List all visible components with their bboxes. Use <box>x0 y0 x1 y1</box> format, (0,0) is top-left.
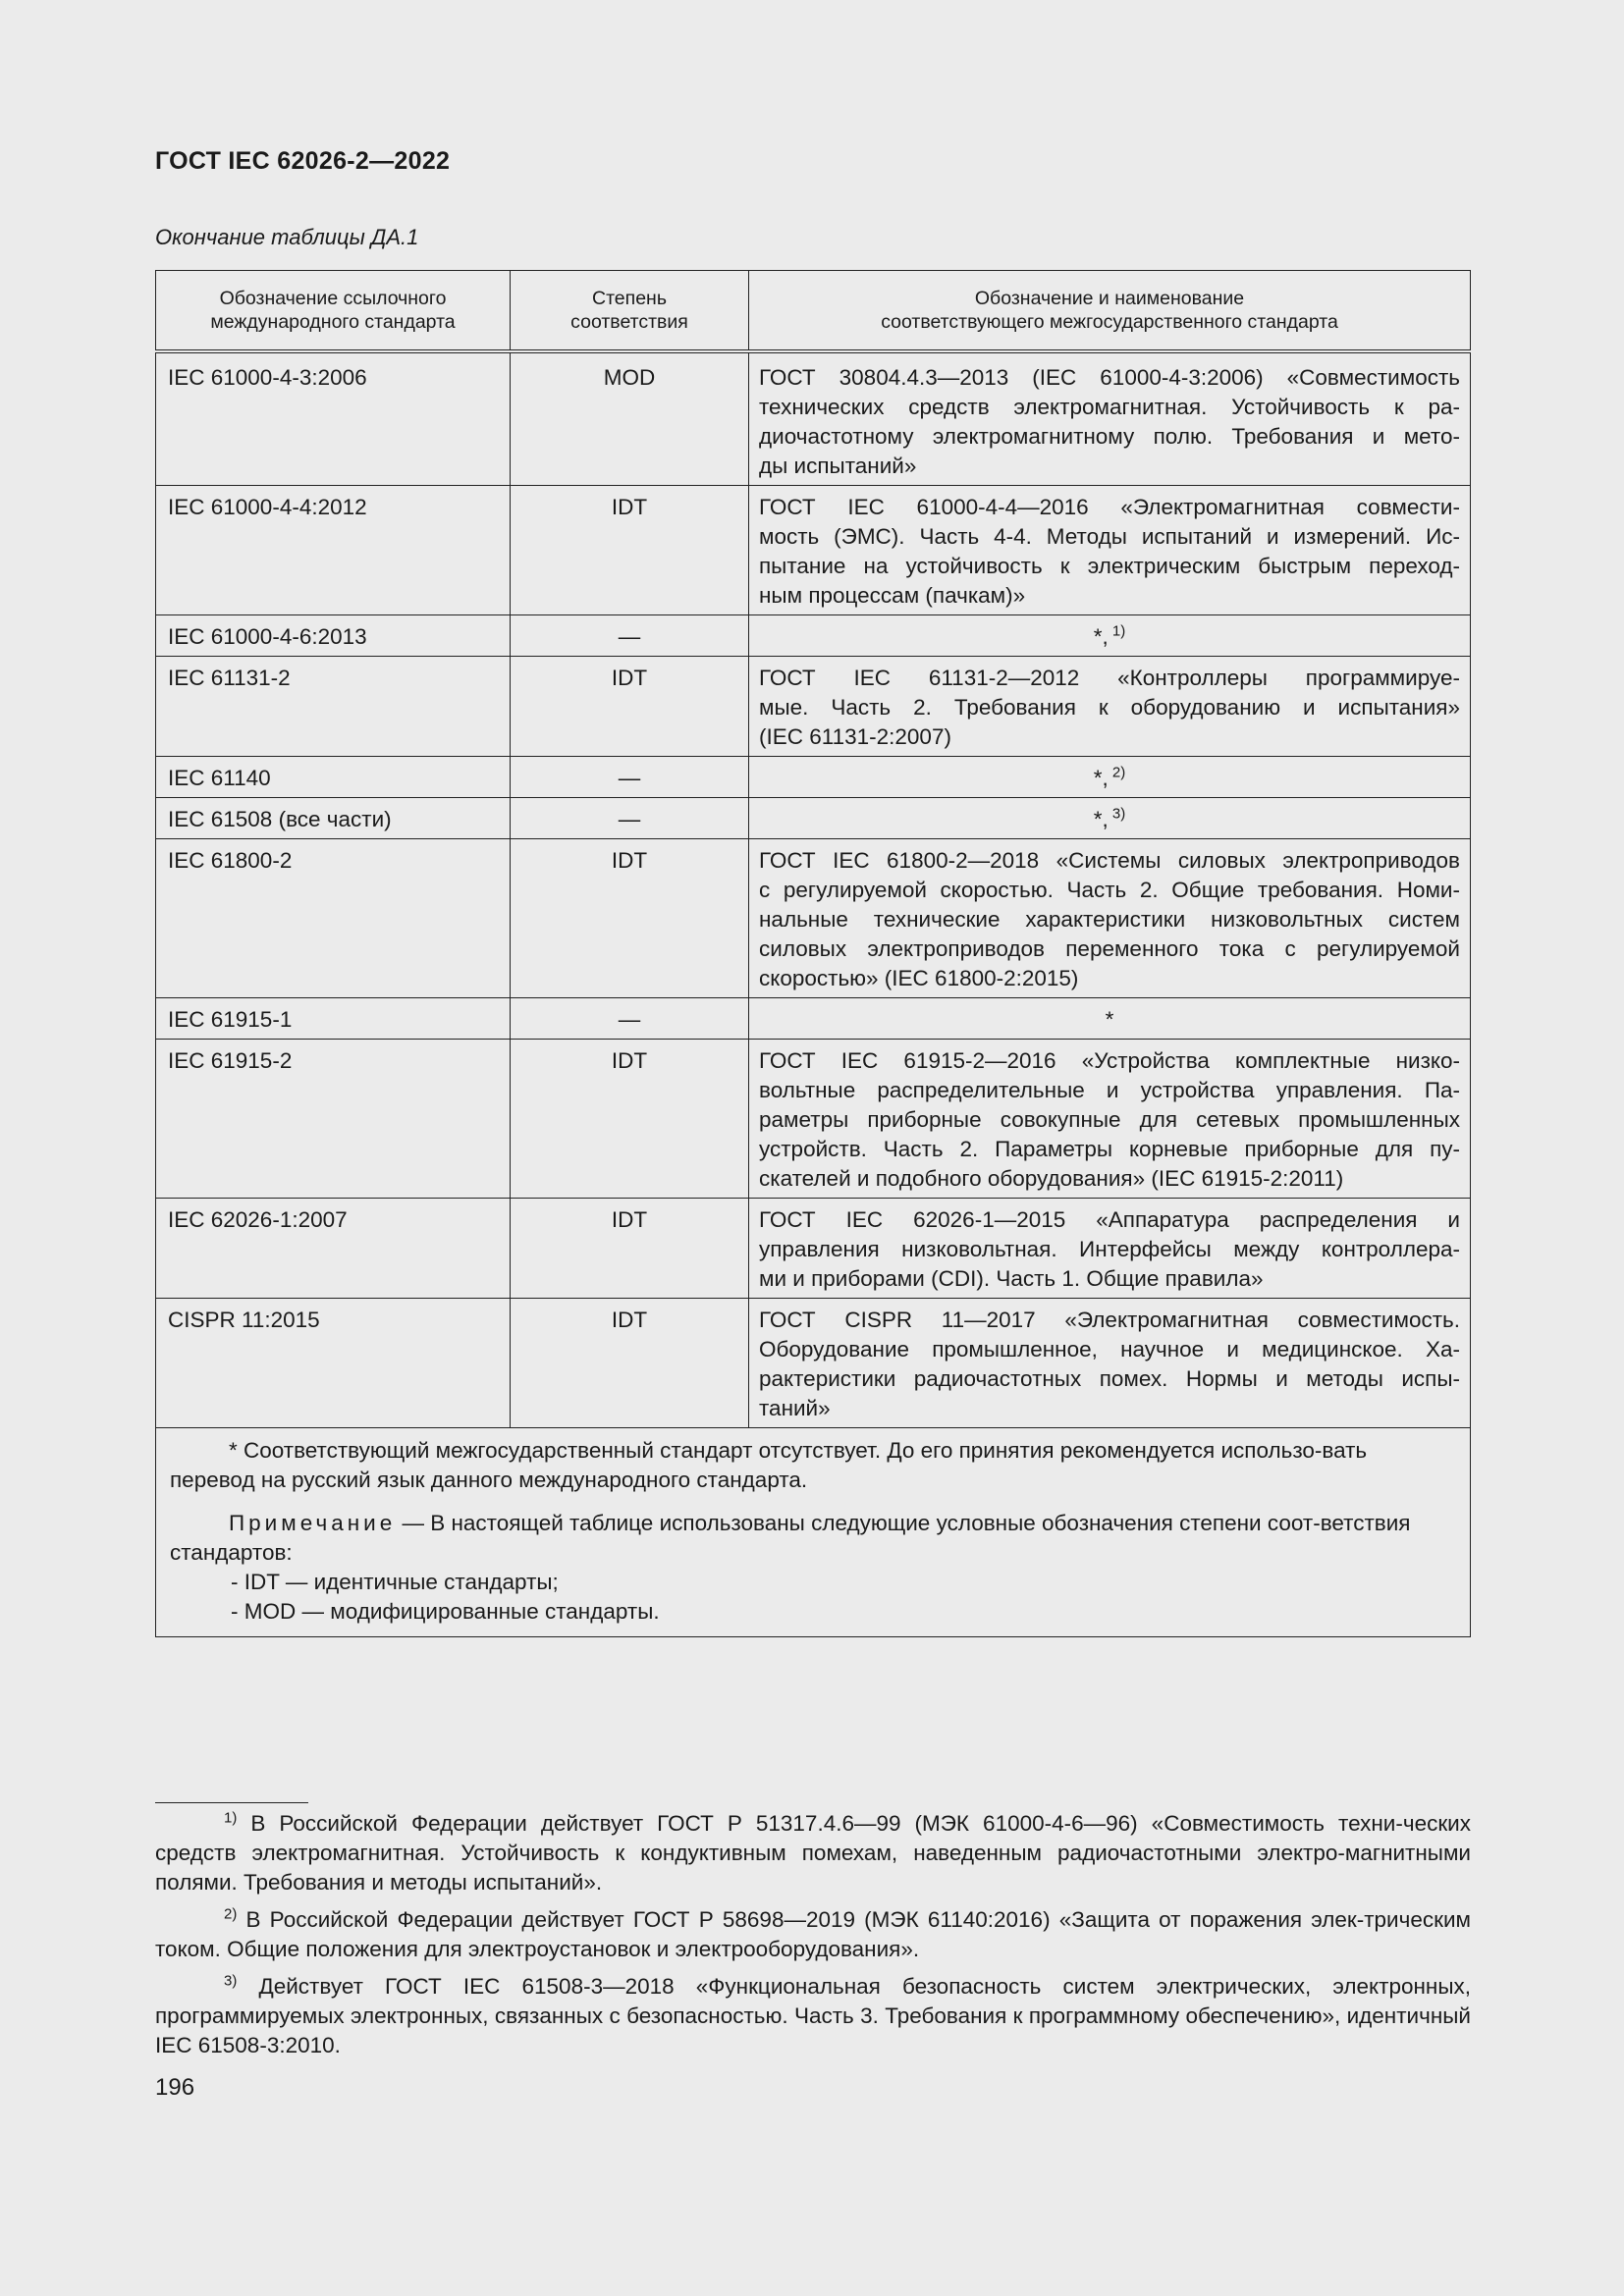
degree-cell: IDT <box>511 839 749 998</box>
column-header-reference-standard: Обозначение ссылочного международного стандарта <box>156 271 511 352</box>
degree-cell: — <box>511 757 749 798</box>
footnote-reference: 1) <box>1108 622 1126 640</box>
legend-idt: - IDT — идентичные стандарты; <box>231 1570 559 1594</box>
footnote-reference: 2) <box>1108 764 1126 781</box>
interstate-standard-cell: ГОСТ IEC 61915-2—2016 «Устройства комплектные низко- вольтные распределительные и устройства управления. Па- раметры приборные совокупные для сетевых промышленных устройств. Часть 2. Параметры корневые приборные для пу- скателей и подобного оборудования» (IEC 61915-2:2011) <box>749 1040 1471 1199</box>
interstate-standard-cell: *, $^{1)}$ <box>749 615 1471 657</box>
degree-note <box>170 1509 1456 1568</box>
table-row <box>156 486 1471 615</box>
asterisk-note: * Соответствующий межгосударственный стандарт отсутствует. До его принятия рекомендуется использо-вать перевод на русский язык данного международного стандарта. <box>170 1438 1368 1492</box>
degree-cell: IDT <box>511 486 749 615</box>
table-caption: Окончание таблицы ДА.1 <box>155 225 419 249</box>
degree-cell: IDT <box>511 1299 749 1428</box>
reference-standard-cell: IEC 61131-2 <box>156 657 511 757</box>
column-header-degree: Степень соответствия <box>511 271 749 352</box>
table-row <box>156 351 1471 486</box>
footnote-1-text: В Российской Федерации действует ГОСТ Р 51317.4.6—99 (МЭК 61000-4-6—96) «Совместимость техни-ческих средств электромагнитная. Устойчивость к кондуктивным помехам, наведенным радиочастотными электро-магнитными полями. Требования и методы испытаний». <box>155 1811 1471 1895</box>
reference-standard-cell: IEC 61000-4-6:2013 <box>156 615 511 657</box>
interstate-standard-cell: ГОСТ 30804.4.3—2013 (IEC 61000-4-3:2006) «Совместимость технических средств электромагнитная. Устойчивость к ра- диочастотному электромагнитному полю. Требования и мето- ды испытаний» <box>749 351 1471 486</box>
interstate-standard-cell: *, $^{3)}$ <box>749 798 1471 839</box>
page-number: 196 <box>155 2074 195 2101</box>
table-row <box>156 657 1471 757</box>
degree-cell: IDT <box>511 657 749 757</box>
reference-standard-cell: IEC 61800-2 <box>156 839 511 998</box>
degree-cell: — <box>511 798 749 839</box>
footnotes <box>155 1809 1471 2068</box>
degree-cell: IDT <box>511 1199 749 1299</box>
footnote-2-text: В Российской Федерации действует ГОСТ Р 58698—2019 (МЭК 61140:2016) «Защита от поражения элек-трическим током. Общие положения для электроустановок и электрооборудования». <box>155 1907 1471 1961</box>
table-footer-row <box>156 1428 1471 1637</box>
interstate-standard-cell: ГОСТ IEC 61131-2—2012 «Контроллеры программируе- мые. Часть 2. Требования к оборудованию и испытания» (IEC 61131-2:2007) <box>749 657 1471 757</box>
interstate-standard-cell: ГОСТ IEC 61000-4-4—2016 «Электромагнитная совмести- мость (ЭМС). Часть 4-4. Методы испытаний и измерений. Ис- пытание на устойчивость к электрическим быстрым переход- ным процессам (пачкам)» <box>749 486 1471 615</box>
interstate-standard-cell: ГОСТ IEC 61800-2—2018 «Системы силовых электроприводов с регулируемой скоростью. Часть 2. Общие требования. Номи- нальные технические характеристики низковольтных систем силовых электроприводов переменного тока с регулируемой скоростью» (IEC 61800-2:2015) <box>749 839 1471 998</box>
table-row <box>156 798 1471 839</box>
degree-cell: — <box>511 615 749 657</box>
table-row <box>156 1040 1471 1199</box>
column-header-interstate-standard: Обозначение и наименование соответствующего межгосударственного стандарта <box>749 271 1471 352</box>
table-body <box>156 351 1471 1428</box>
reference-standard-cell: IEC 61140 <box>156 757 511 798</box>
interstate-standard-cell: *, $^{2)}$ <box>749 757 1471 798</box>
footnote-separator <box>155 1802 308 1803</box>
document-code-header: ГОСТ IEC 62026-2—2022 <box>155 147 451 175</box>
reference-standard-cell: CISPR 11:2015 <box>156 1299 511 1428</box>
table-row <box>156 839 1471 998</box>
footnote-2 <box>155 1905 1471 1964</box>
table-row <box>156 1199 1471 1299</box>
footnote-2-number: 2) <box>224 1905 238 1923</box>
table-row <box>156 757 1471 798</box>
interstate-standard-cell: ГОСТ CISPR 11—2017 «Электромагнитная совместимость. Оборудование промышленное, научное и медицинское. Ха- рактеристики радиочастотных помех. Нормы и методы испы- таний» <box>749 1299 1471 1428</box>
reference-standard-cell: IEC 62026-1:2007 <box>156 1199 511 1299</box>
legend-mod: - MOD — модифицированные стандарты. <box>231 1599 660 1624</box>
interstate-standard-cell: * <box>749 998 1471 1040</box>
table-header-row <box>156 271 1471 352</box>
degree-cell: — <box>511 998 749 1040</box>
reference-standard-cell: IEC 61915-2 <box>156 1040 511 1199</box>
footnote-3-number: 3) <box>224 1972 238 1990</box>
footnote-3 <box>155 1972 1471 2060</box>
note-text: — В настоящей таблице использованы следующие условные обозначения степени соот-ветствия стандартов: <box>170 1511 1411 1565</box>
note-label: Примечание <box>229 1511 397 1535</box>
footnote-reference: 3) <box>1108 805 1126 823</box>
table-row <box>156 615 1471 657</box>
table-row <box>156 1299 1471 1428</box>
table-row <box>156 998 1471 1040</box>
table-footer-notes <box>156 1428 1471 1637</box>
reference-standard-cell: IEC 61915-1 <box>156 998 511 1040</box>
degree-cell: IDT <box>511 1040 749 1199</box>
footnote-3-text: Действует ГОСТ IEC 61508-3—2018 «Функциональная безопасность систем электрических, электронных, программируемых электронных, связанных с безопасностью. Часть 3. Требования к программному обеспечению», идентичный IEC 61508-3:2010. <box>155 1974 1471 2057</box>
footnote-1-number: 1) <box>224 1809 238 1827</box>
reference-standard-cell: IEC 61508 (все части) <box>156 798 511 839</box>
reference-standard-cell: IEC 61000-4-3:2006 <box>156 351 511 486</box>
standards-correspondence-table <box>155 270 1471 1637</box>
footnote-1 <box>155 1809 1471 1897</box>
degree-cell: MOD <box>511 351 749 486</box>
reference-standard-cell: IEC 61000-4-4:2012 <box>156 486 511 615</box>
interstate-standard-cell: ГОСТ IEC 62026-1—2015 «Аппаратура распределения и управления низковольтная. Интерфейсы между контроллера- ми и приборами (CDI). Часть 1. Общие правила» <box>749 1199 1471 1299</box>
